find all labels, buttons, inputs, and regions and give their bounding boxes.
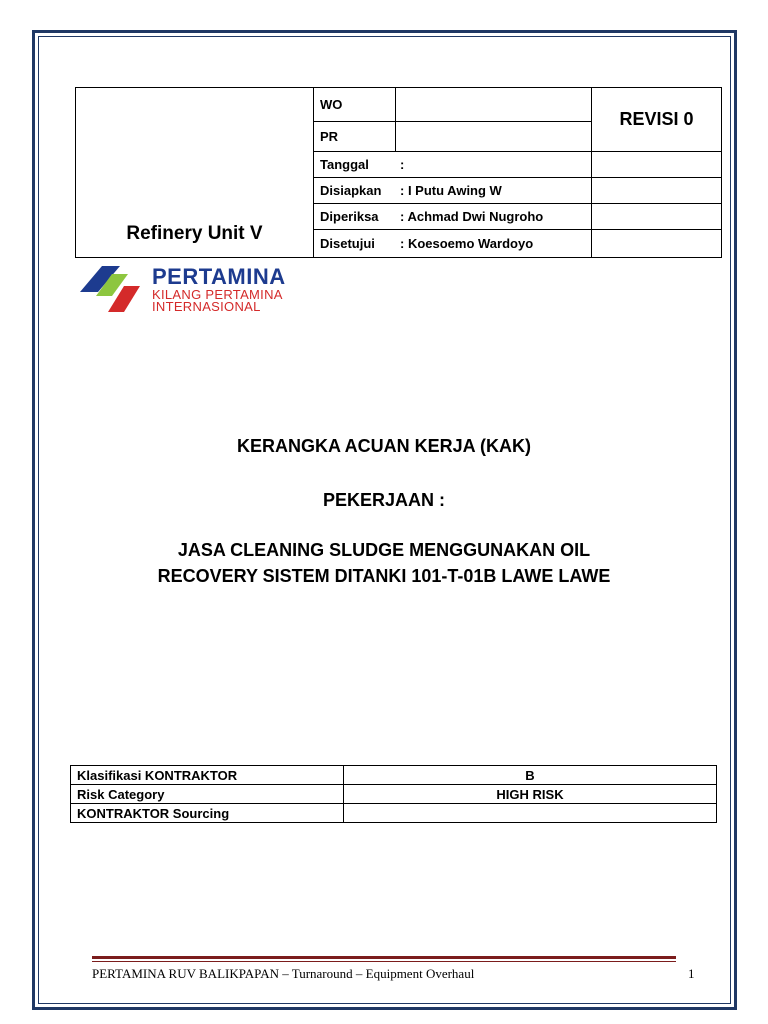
tanggal-label: Tanggal: [320, 157, 369, 172]
classification-label: Risk Category: [71, 785, 344, 804]
wo-label: WO: [314, 88, 396, 122]
disiapkan-row: [314, 178, 592, 204]
disiapkan-value: : I Putu Awing W: [400, 183, 502, 198]
diperiksa-row: [314, 204, 592, 230]
logo-subtitle-line1: KILANG PERTAMINA: [152, 287, 283, 302]
pr-label: PR: [314, 122, 396, 152]
pr-value: [396, 122, 592, 152]
revisi-label: REVISI 0: [592, 88, 722, 152]
disetujui-sign: [592, 230, 722, 258]
refinery-unit-title: Refinery Unit V: [76, 88, 314, 258]
logo-subtitle-line2: INTERNASIONAL: [152, 299, 261, 314]
footer-divider-thin: [92, 961, 676, 962]
disetujui-row: [314, 230, 592, 258]
document-header-table: [75, 87, 722, 258]
classification-table: [70, 765, 717, 823]
diperiksa-label: Diperiksa: [320, 209, 379, 224]
table-row: [71, 785, 717, 804]
job-title-line2: RECOVERY SISTEM DITANKI 101-T-01B LAWE LAWE: [157, 566, 611, 586]
table-row: [71, 766, 717, 785]
pekerjaan-heading: PEKERJAAN :: [322, 490, 446, 510]
classification-label: KONTRAKTOR Sourcing: [71, 804, 344, 823]
disiapkan-label: Disiapkan: [320, 183, 382, 198]
classification-value: B: [344, 766, 717, 785]
classification-value: HIGH RISK: [344, 785, 717, 804]
document-title: KERANGKA ACUAN KERJA (KAK): [237, 436, 531, 456]
wo-value: [396, 88, 592, 122]
diperiksa-sign: [592, 204, 722, 230]
footer-text: PERTAMINA RUV BALIKPAPAN – Turnaround – Equipment Overhaul: [92, 966, 475, 981]
disiapkan-sign: [592, 178, 722, 204]
job-title-line1: JASA CLEANING SLUDGE MENGGUNAKAN OIL: [177, 540, 591, 560]
disetujui-value: : Koesoemo Wardoyo: [400, 236, 534, 251]
logo-name: PERTAMINA: [152, 264, 286, 289]
table-row: [71, 804, 717, 823]
tanggal-value: :: [400, 157, 405, 172]
classification-label: Klasifikasi KONTRAKTOR: [71, 766, 344, 785]
logo-subtitle: [152, 289, 283, 313]
disetujui-label: Disetujui: [320, 236, 375, 251]
tanggal-sign: [592, 152, 722, 178]
classification-value: [344, 804, 717, 823]
diperiksa-value: : Achmad Dwi Nugroho: [400, 209, 544, 224]
tanggal-row: [314, 152, 592, 178]
footer-divider: [92, 956, 676, 959]
page-number: 1: [688, 966, 695, 981]
